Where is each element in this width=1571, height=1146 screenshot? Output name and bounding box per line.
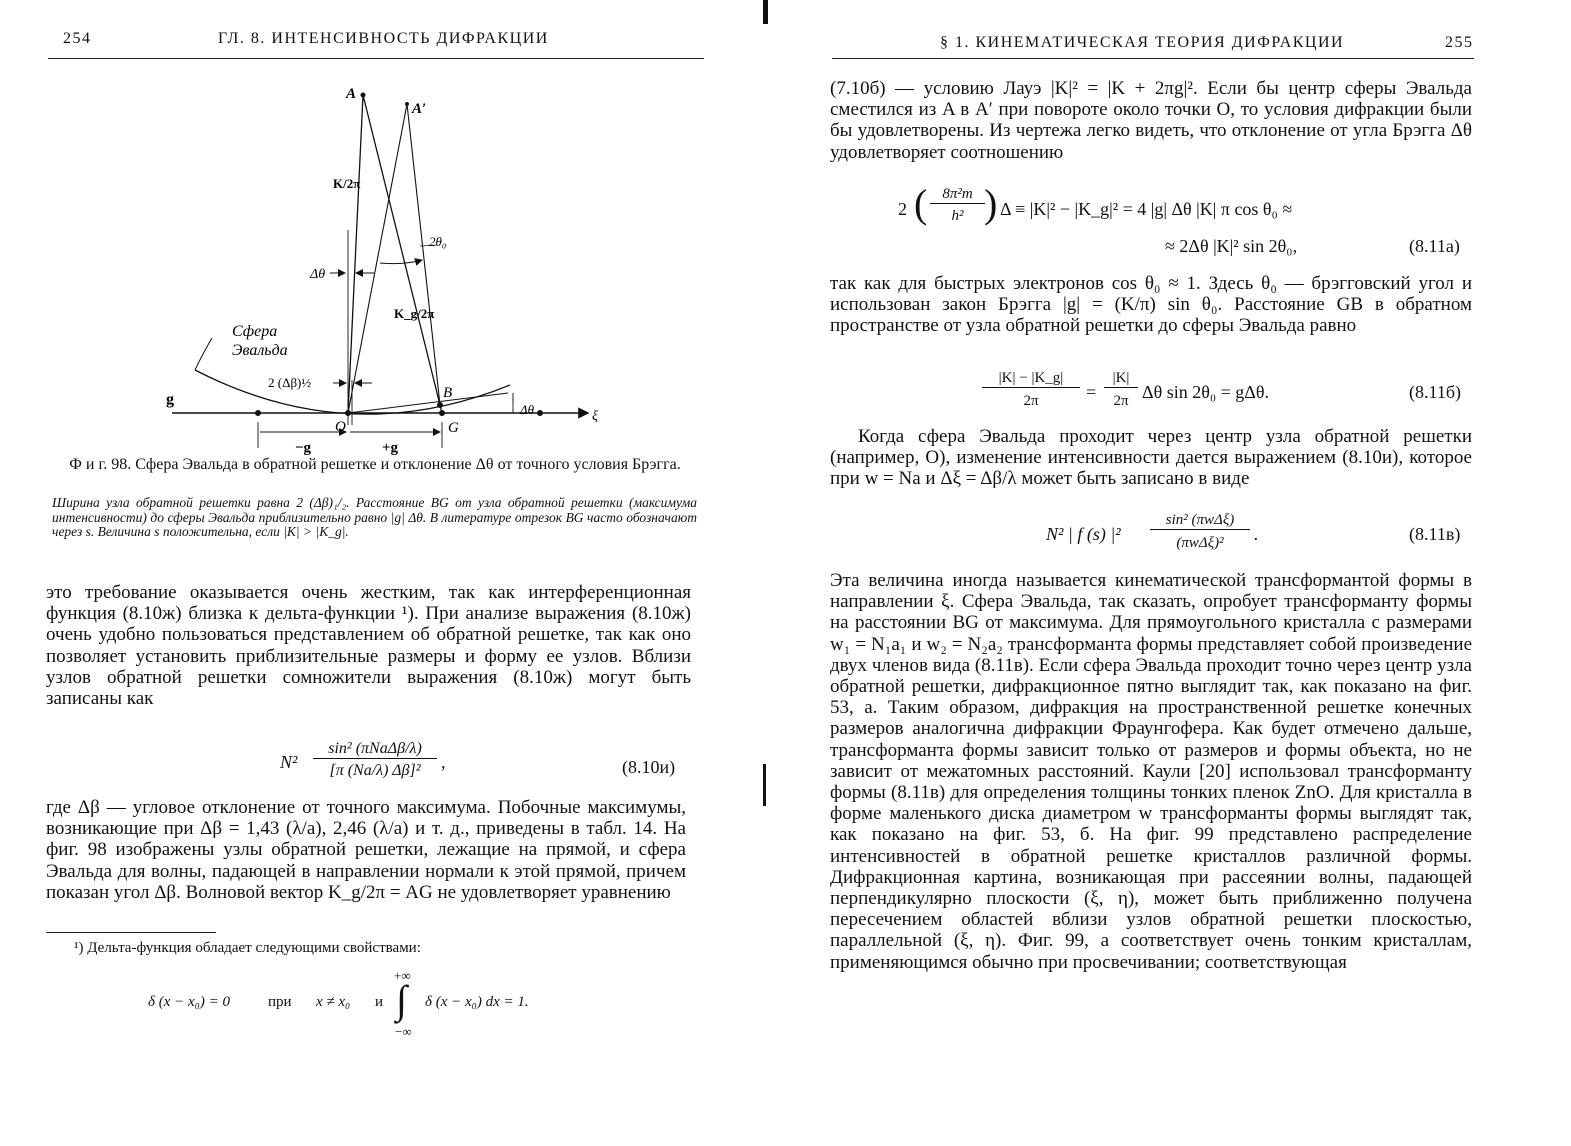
paragraph: (7.10б) — условию Лауэ |K|² = |K + 2πg|². Если бы центр сферы Эвальда сместился из A в A′ при повороте около точки O, то условия дифракции были бы удовлетворены. Из чертежа легко видеть, что отклонение от угла Брэгга Δθ удовлетворяет соотношению bbox=[830, 78, 1472, 163]
left-page bbox=[0, 0, 760, 1146]
footnote-formula-integrand: δ (x − x₀) dx = 1. bbox=[425, 994, 529, 1010]
header-rule bbox=[48, 58, 704, 59]
equation-number: (8.11б) bbox=[1409, 382, 1461, 402]
footnote-text: ¹) Дельта-функция обладает следующими свойствами: bbox=[74, 940, 421, 956]
label-plus-g: +g bbox=[382, 440, 399, 456]
equation-number: (8.10и) bbox=[622, 757, 676, 777]
label-a-prime: A′ bbox=[412, 101, 427, 117]
header-rule bbox=[832, 58, 1474, 59]
paragraph: Когда сфера Эвальда проходит через центр узла обратной решетки (например, O), изменение интенсивности дается выражением (8.10и), которое при w = Na и Δξ = Δβ/λ может быть записано в виде bbox=[830, 426, 1472, 490]
fraction-numerator: 8π²m bbox=[930, 186, 985, 204]
fraction-denominator: 2π bbox=[1023, 393, 1039, 409]
fraction-numerator: |K| − |K_g| bbox=[982, 370, 1080, 388]
vector-kg bbox=[363, 95, 442, 413]
equation-denominator: (πwΔξ)² bbox=[1176, 535, 1224, 551]
label-kg-over-2pi: K_g/2π bbox=[394, 306, 435, 321]
equation-numerator: sin² (πNaΔβ/λ) bbox=[313, 740, 437, 759]
paren-close: ) bbox=[984, 181, 998, 226]
paren-open: ( bbox=[914, 181, 928, 226]
two-theta-arc bbox=[380, 260, 422, 264]
equation-suffix: . bbox=[1254, 524, 1259, 544]
equation-denominator: [π (Na/λ) Δβ]² bbox=[329, 762, 421, 779]
integral-sign: ∫ bbox=[396, 977, 407, 1022]
equation-number: (8.11а) bbox=[1409, 236, 1460, 256]
label-delta-theta: Δθ bbox=[310, 267, 326, 282]
figure-caption-title: Ф и г. 98. Сфера Эвальда в обратной решетке и отклонение Δθ от точного условия Брэгга. bbox=[69, 456, 681, 473]
label-g-point: G bbox=[448, 420, 459, 436]
equation-number: (8.11в) bbox=[1409, 524, 1461, 544]
paragraph: это требование оказывается очень жестким, так как интерференционная функция (8.10ж) близка к дельта-функции ¹). При анализе выражения (8.10ж) очень удобно пользоваться представлением об обратной решетке, так как оно позволяет установить приблизительные размеры и форму ее узлов. Вблизи узлов обратной решетки сомножители выражения (8.10ж) могут быть записаны как bbox=[46, 582, 691, 710]
integral-upper-limit: +∞ bbox=[394, 968, 411, 983]
paragraph: Эта величина иногда называется кинематической трансформантой формы в направлении ξ. Сфера Эвальда, так сказать, опробует трансформанту формы на расстоянии BG от максимума. Для прямоугольного кристалла с размерами w₁ = N₁a₁ и w₂ = N₂a₂ трансформанта формы представляет собой произведение двух членов вида (8.11в). Если сфера Эвальда проходит точно через центр узла обратной решетки, дифракционное пятно выглядит так, как показано на фиг. 53, а. Таким образом, дифракция на пространственной решетке конечных размеров аналогична дифракции Фраунгофера. Как будет отмечено дальше, трансформанта формы зависит только от размеров и формы объекта, но не зависит от межатомных расстояний. Каули [20] использовал трансформанту формы (8.11в) для определения толщины тонких пленок ZnO. Для кристалла в форме маленького диска диаметром w трансформанты формы выглядят так, как показано на фиг. 53, б. На фиг. 99 представлено распределение интенсивностей в обратной решетке кристаллов различной формы. Дифракционная картина, возникающая при рассеянии волны, падающей перпендикулярно плоскости (ξ, η), может быть приближенно получена пересечением областей вблизи узлов обратной решетки плоскостью, параллельной (ξ, η). Фиг. 99, а соответствует очень тонким кристаллам, применяющимся обычно при просвечивании; соответствующая bbox=[830, 570, 1472, 973]
running-head: ГЛ. 8. ИНТЕНСИВНОСТЬ ДИФРАКЦИИ bbox=[218, 30, 549, 47]
footnote-formula-and: и bbox=[375, 994, 384, 1010]
figure-caption-text: Ширина узла обратной решетки равна 2 (Δβ)₁/₂. Расстояние BG от узла обратной решетки (максимума интенсивности) до сферы Эвальда приблизительно равно |g| Δθ. В литературе отрезок BG часто обозначают через s. Величина s положительна, если |K| > |K_g|. bbox=[52, 495, 697, 539]
footnote-rule bbox=[46, 932, 216, 933]
label-o: O bbox=[335, 419, 346, 435]
fraction-denominator: h² bbox=[951, 208, 964, 224]
vector-k bbox=[348, 95, 363, 413]
equation-suffix: , bbox=[441, 752, 446, 772]
label-k-over-2pi: K/2π bbox=[333, 176, 361, 191]
equation-line2: ≈ 2Δθ |K|² sin 2θ₀, bbox=[1165, 236, 1298, 256]
footnote-formula-middle: при bbox=[268, 994, 292, 1010]
figure-98-ewald-sphere bbox=[150, 80, 620, 460]
fraction-numerator: |K| bbox=[1104, 370, 1138, 388]
label-width: 2 (Δβ)½ bbox=[268, 375, 312, 390]
paragraph: где Δβ — угловое отклонение от точного максимума. Побочные максимумы, возникающие при Δβ = 1,43 (λ/a), 2,46 (λ/a) и т. д., приведены в табл. 14. На фиг. 98 изображены узлы обратной решетки, лежащие на прямой, и сфера Эвальда для волны, падающей в направлении нормали к этой прямой, причем показан угол Δβ. Волновой вектор K_g/2π = AG не удовлетворяет уравнению bbox=[46, 797, 686, 903]
binding-edge-mark bbox=[763, 764, 766, 806]
lattice-point bbox=[537, 410, 543, 416]
equation-prefix: N² | f (s) |² bbox=[1046, 524, 1121, 544]
label-g: g bbox=[166, 391, 174, 408]
right-page bbox=[770, 0, 1571, 1146]
equation-prefix: 2 bbox=[898, 199, 907, 219]
integral-lower-limit: −∞ bbox=[395, 1024, 412, 1039]
binding-edge-mark bbox=[763, 0, 768, 24]
equation-numerator: sin² (πwΔξ) bbox=[1150, 512, 1250, 530]
label-b: B bbox=[443, 385, 453, 401]
vector-kg-prime bbox=[407, 104, 440, 405]
label-sphere: Сфера bbox=[232, 323, 278, 340]
equation-line1: Δ ≡ |K|² − |K_g|² = 4 |g| Δθ |K| π cos θ₀ ≈ bbox=[1000, 199, 1293, 219]
label-delta-theta-right: Δθ bbox=[520, 402, 535, 417]
running-head: § 1. КИНЕМАТИЧЕСКАЯ ТЕОРИЯ ДИФРАКЦИИ bbox=[940, 34, 1345, 51]
equation-prefix: N² bbox=[280, 752, 298, 772]
label-ewald: Эвальда bbox=[232, 342, 288, 359]
label-xi: ξ bbox=[592, 409, 598, 424]
page-number: 254 bbox=[63, 30, 92, 47]
footnote-formula-left: δ (x − x₀) = 0 bbox=[148, 994, 230, 1010]
paragraph: так как для быстрых электронов cos θ₀ ≈ 1. Здесь θ₀ — брэгговский угол и использован закон Брэгга |g| = (K/π) sin θ₀. Расстояние GB в обратном пространстве от узла обратной решетки до сферы Эвальда равно bbox=[830, 273, 1472, 337]
page-number: 255 bbox=[1445, 34, 1474, 51]
equation-rest: Δθ sin 2θ₀ = gΔθ. bbox=[1142, 382, 1269, 402]
footnote-formula-condition: x ≠ x₀ bbox=[316, 994, 351, 1010]
vector-k-prime bbox=[348, 104, 407, 413]
fraction-denominator: 2π bbox=[1113, 393, 1129, 409]
sphere-leader bbox=[195, 338, 212, 370]
label-minus-g: −g bbox=[295, 440, 312, 456]
tangent-line bbox=[348, 393, 508, 413]
label-two-theta0: 2θ₀ bbox=[429, 234, 447, 249]
label-a: A bbox=[346, 86, 357, 102]
lattice-point bbox=[255, 410, 261, 416]
equation-equals: = bbox=[1086, 382, 1097, 402]
